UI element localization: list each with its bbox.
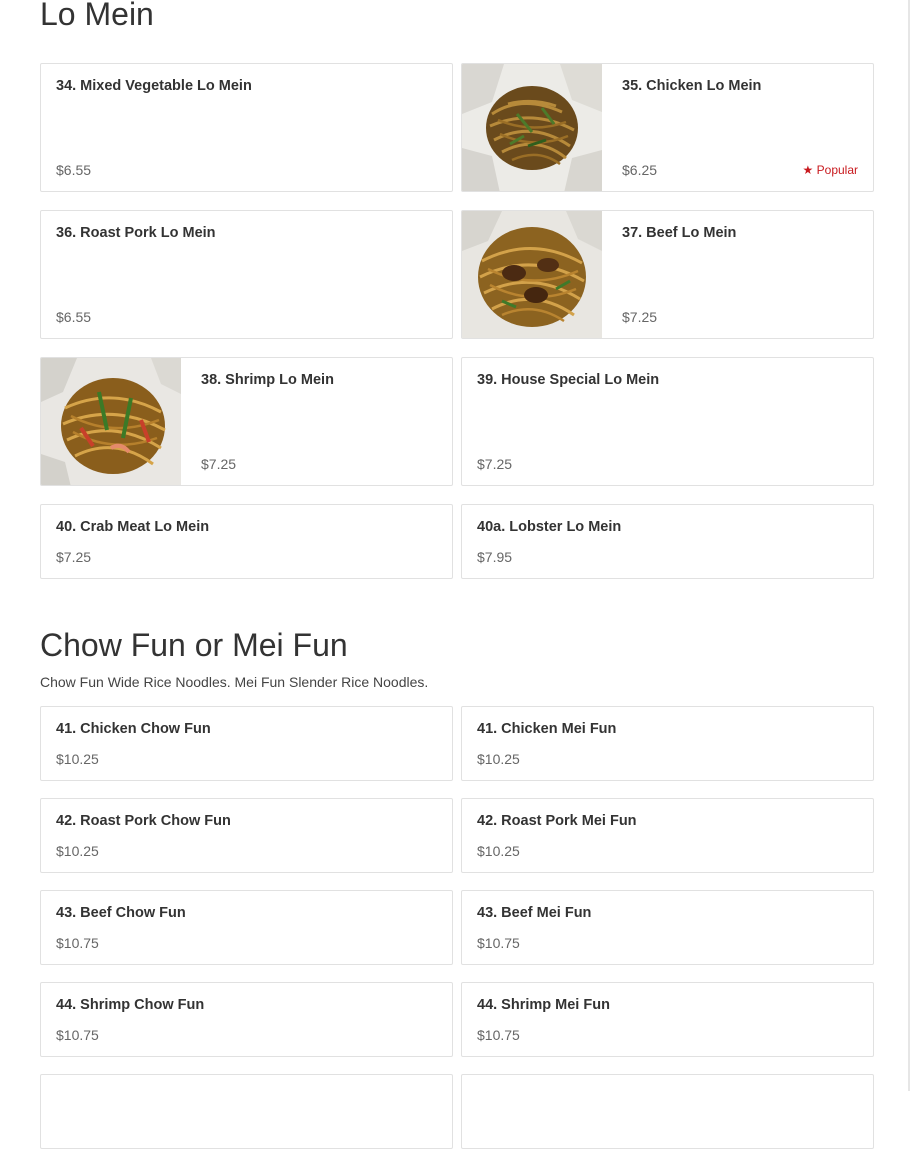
menu-item-37[interactable] (461, 210, 874, 339)
item-price: $10.25 (477, 751, 520, 767)
noodle-box-image (462, 64, 602, 191)
item-price: $7.25 (477, 456, 513, 472)
menu-item-38[interactable] (40, 357, 453, 486)
item-name: 36. Roast Pork Lo Mein (56, 225, 216, 241)
item-photo-beef-lo-mein (462, 211, 602, 338)
item-name: 37. Beef Lo Mein (622, 225, 737, 241)
item-price: $6.55 (56, 162, 92, 178)
item-name: 42. Roast Pork Mei Fun (477, 813, 637, 829)
item-price: $10.75 (477, 1027, 520, 1043)
menu-item-43-mei-fun[interactable] (461, 890, 874, 965)
item-name: 44. Shrimp Chow Fun (56, 997, 205, 1013)
item-name: 40a. Lobster Lo Mein (477, 519, 622, 535)
item-price: $6.25 (622, 162, 658, 178)
menu-item-41-mei-fun[interactable] (461, 706, 874, 781)
chow-fun-grid (40, 706, 874, 1149)
item-price: $7.25 (622, 309, 658, 325)
menu-item-44-chow-fun[interactable] (40, 982, 453, 1057)
item-price: $6.55 (56, 309, 92, 325)
menu-item-42-mei-fun[interactable] (461, 798, 874, 873)
item-price: $7.25 (201, 456, 237, 472)
item-photo-shrimp-lo-mein (41, 358, 181, 485)
item-price: $10.25 (56, 751, 99, 767)
item-price: $7.95 (477, 549, 513, 565)
item-name: 35. Chicken Lo Mein (622, 78, 762, 94)
menu-item-34[interactable] (40, 63, 453, 192)
menu-item-next-right[interactable] (461, 1074, 874, 1149)
item-price: $10.25 (56, 843, 99, 859)
menu-item-44-mei-fun[interactable] (461, 982, 874, 1057)
section-title-lo-mein: Lo Mein (40, 0, 154, 32)
item-name: 40. Crab Meat Lo Mein (56, 519, 210, 535)
item-price: $10.75 (477, 935, 520, 951)
menu-item-36[interactable] (40, 210, 453, 339)
menu-item-40[interactable] (40, 504, 453, 579)
item-name: 34. Mixed Vegetable Lo Mein (56, 78, 252, 94)
item-name: 41. Chicken Chow Fun (56, 721, 211, 737)
item-price: $10.75 (56, 935, 99, 951)
menu-item-39[interactable] (461, 357, 874, 486)
item-name: 41. Chicken Mei Fun (477, 721, 617, 737)
item-name: 43. Beef Chow Fun (56, 905, 186, 921)
menu-item-41-chow-fun[interactable] (40, 706, 453, 781)
item-name: 44. Shrimp Mei Fun (477, 997, 610, 1013)
popular-badge: ★ Popular (802, 163, 858, 177)
menu-item-43-chow-fun[interactable] (40, 890, 453, 965)
menu-item-35[interactable] (461, 63, 874, 192)
item-price: $10.25 (477, 843, 520, 859)
section-title-chow-fun-mei-fun: Chow Fun or Mei Fun (40, 627, 348, 663)
lo-mein-grid (40, 63, 874, 579)
item-price: $10.75 (56, 1027, 99, 1043)
item-name: 39. House Special Lo Mein (477, 372, 660, 388)
item-name: 43. Beef Mei Fun (477, 905, 592, 921)
menu-item-40a[interactable] (461, 504, 874, 579)
menu-item-42-chow-fun[interactable] (40, 798, 453, 873)
item-name: 38. Shrimp Lo Mein (201, 372, 334, 388)
noodle-box-image (462, 211, 602, 338)
item-price: $7.25 (56, 549, 92, 565)
item-photo-chicken-lo-mein (462, 64, 602, 191)
section-description: Chow Fun Wide Rice Noodles. Mei Fun Slender Rice Noodles. (40, 674, 429, 690)
item-name: 42. Roast Pork Chow Fun (56, 813, 231, 829)
noodle-box-image (41, 358, 181, 485)
menu-item-next-left[interactable] (40, 1074, 453, 1149)
